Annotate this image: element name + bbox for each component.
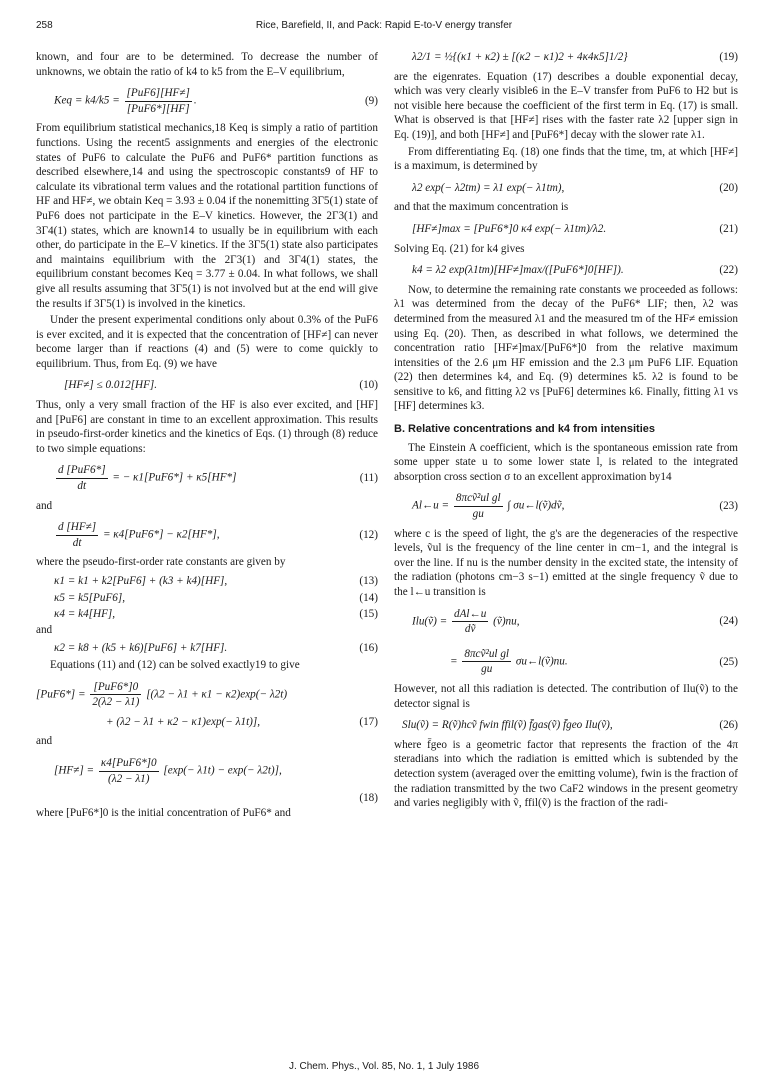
equation-17-line2: + (λ2 − λ1 + κ2 − κ1)exp(− λ1t)], (17) [106,715,378,728]
paragraph: The Einstein A coefficient, which is the spontaneous emission rate from some upper state u to some lower state l, is related to the integrated absorption cross section σ to an excellent approximation by14 [394,441,738,483]
equation-10: [HF≠] ≤ 0.012[HF]. (10) [64,379,378,392]
page-header [36,20,732,36]
equation-26: Slu(ṽ) = R(ṽ)hcṽ fwin ffil(ṽ) f̄gas(ṽ) f̄geo Ilu(ṽ), (26) [402,719,738,732]
paragraph: and [36,623,53,636]
paragraph: Equations (11) and (12) can be solved exactly19 to give [50,658,300,671]
paragraph: known, and four are to be determined. To decrease the number of unknowns, we obtain the ratio of k4 to k5 from the E–V equilibrium, [36,51,378,78]
page-footer: J. Chem. Phys., Vol. 85, No. 1, 1 July 1986 [288,1061,480,1072]
equation-14: κ5 = k5[PuF6], (14) [54,591,378,604]
paragraph: where f̄geo is a geometric factor that represents the fraction of the 4π steradians into which the radiation is emitted which is subtended by the detection system (averaged over the emitting volume), fwin is the fraction of the radiation transmitted by the two CaF2 windows in the present geometry and varies negligibly with ṽ, ffil(ṽ) is the fraction of the radi- [394,738,738,810]
equation-16: κ2 = k8 + (k5 + k6)[PuF6] + k7[HF]. (16) [54,642,378,655]
equation-25: = $\frac{\text{8πcṽ²ul gl}}{gu}$ σu←l(ṽ)nu. (25) [450,647,738,676]
equation-17: [PuF6*] = $\frac{\text{[PuF6*]0}}{2(\lambda 2 - \lambda 1)}$ [(λ2 − λ1 + κ1 − κ2)exp(− λ2t) [36,680,288,709]
paragraph: Under the present experimental conditions only about 0.3% of the PuF6 is ever excited, and it is expected that the concentration of [HF≠] can never become larger than if reactions (4) and (5) were to come quickly to equilibrium. Thus, from Eq. (9) we have [36,314,378,370]
paragraph: From differentiating Eq. (18) one finds that the time, tm, at which [HF≠] is a maximum, is determined by [394,145,738,173]
equation-number: (10) [359,379,378,392]
paragraph: are the eigenrates. Equation (17) describes a double exponential decay, which was very clearly visible6 in the E–V transfer from PuF6 to H2 but is not visible here because the coefficient of the first term in Eq. (17) is small. What is observed is that [HF≠] rises with the faster rate λ2 [upper sign in Eq. (19)], and both [HF≠] and [PuF6*] decay with the slower rate λ1. [394,70,738,141]
running-title: Rice, Barefield, II, and Pack: Rapid E-to-V energy transfer [255,20,513,31]
left-column [36,50,378,822]
equation-24: Ilu(ṽ) = $\frac{\text{dAl←u}}{\text{dṽ}}$ (ṽ)nu, (24) [412,607,738,636]
equation-number: (9) [364,94,378,107]
equation-19: λ2/1 = ½{(κ1 + κ2) ± [(κ2 − κ1)2 + 4κ4κ5]1/2} (19) [412,51,738,63]
paragraph: Solving Eq. (21) for k4 gives [394,242,525,255]
equation-12: $\frac{d [HF\ne]}{dt}$ = κ4[PuF6*] − κ2[HF*], (12) [58,521,378,549]
equation-15: κ4 = k4[HF], (15) [54,608,378,621]
equation-9: Keq = k4/k5 = $\frac{\text{[PuF6][HF≠]}}{\text{[PuF6*][HF]}}$ . (9) [54,87,378,115]
paragraph: where c is the speed of light, the g's are the degeneracies of the respective levels, ṽul is the frequency of the line center in cm−1, and the integral is over the line. If nu is the number density in the excited state, the intensity of the radiation (photons cm−3 s−1) emitted at the single frequency ṽ due to the l←u transition is [394,527,738,598]
paragraph: and [36,735,53,748]
equation-21: [HF≠]max = [PuF6*]0 κ4 exp(− λ1tm)/λ2. (21) [412,222,738,235]
paragraph: and [36,499,53,512]
paragraph: Now, to determine the remaining rate constants we proceeded as follows: λ1 was determined from the decay of the PuF6* LIF; then, λ2 was determined from the measured λ1 and the measured tm of the HF≠ emission using Eq. (20). Then, as described in what follows, we determined the concentration ratio [HF≠]max/[PuF6*]0 from the relative maximum intensities of the 2.6 μm HF emission and the 2.3 μm PuF6 LIF. Equation (22) then determines k4, and Eq. (9) determines k5. λ2 is found to be sensitive to k6, and fitting λ2 vs [PuF6] determines k6. Finally, fitting λ1 vs [HF] determines k3. [394,283,738,413]
section-heading: B. Relative concentrations and k4 from intensities [394,423,656,436]
paragraph: However, not all this radiation is detected. The contribution of Ilu(ṽ) to the detector signal is [394,682,738,710]
equation-18: [HF≠] = $\frac{\text{κ4[PuF6*]0}}{(\lambda 2 - \lambda 1)}$ [exp(− λ1t) − exp(− λ2t)], [54,756,282,785]
equation-13: κ1 = k1 + k2[PuF6] + (k3 + k4)[HF], (13) [54,575,378,587]
equation-22: k4 = λ2 exp(λ1tm)[HF≠]max/([PuF6*]0[HF]). (22) [412,264,738,277]
paragraph: From equilibrium statistical mechanics,18 Keq is simply a ratio of partition functions. Using the recent5 assignments and energies of the electronic states of PuF6 to calculate the PuF6 and PuF6* partition functions as described elsewhere,14 and using the spectroscopic constants9 of HF to calculate its vibrational term values and the rotational partition functions of HF and HF≠, we obtain Keq = 3.93 ± 0.04 if the nonemitting 3Γ5(1) state of PuF6 does not participate in the E–V kinetics. However, the 2Γ3(1) and 3Γ4(1) states, which are known14 to usually be in equilibrium with each other, do participate in the E–V kinetics. If the 3Γ5(1) state also participates and maintains equilibrium with the 2Γ3(1) and 3Γ4(1) states, the equilibrium constant becomes Keq = 3.77 ± 0.04. In what follows, we shall give all results assuming that 3Γ5(1) is not involved but at the end will give the results if 3Γ5(1) is involved in the kinetics. [36,122,378,310]
equation-23: Al←u = $\frac{\text{8πcṽ²ul gl}}{gu}$ ∫ σu←l(ṽ)dṽ, (23) [412,492,738,521]
equation-number: (12) [359,529,378,542]
equation-20: λ2 exp(− λ2tm) = λ1 exp(− λ1tm), (20) [412,181,738,194]
paragraph: Thus, only a very small fraction of the HF is also ever excited, and [HF] and [PuF6] are constant in time to an excellent approximation. This results in pseudo-first-order kinetics and the kinetics of Eqs. (1) through (8) reduce to two simple equations: [36,399,378,455]
equation-11: $\frac{\text{d [PuF6*]}}{dt}$ = − κ1[PuF6*] + κ5[HF*] (11) [58,464,378,493]
paragraph: and that the maximum concentration is [394,201,569,214]
right-column [394,50,738,813]
equation-number: (11) [359,472,378,485]
page-number: 258 [36,20,53,31]
paragraph: where the pseudo-first-order rate constants are given by [36,556,286,569]
equation-18-number: (18) [359,792,378,805]
paragraph: where [PuF6*]0 is the initial concentration of PuF6* and [36,806,291,819]
